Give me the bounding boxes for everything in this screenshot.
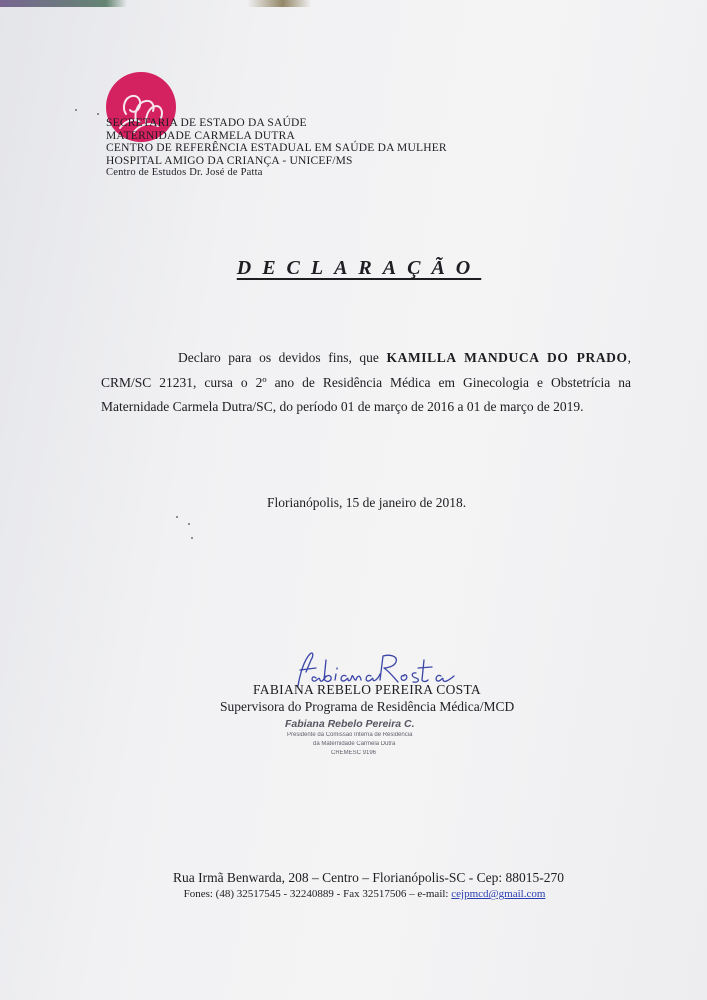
letterhead-line: HOSPITAL AMIGO DA CRIANÇA - UNICEF/MS <box>106 154 353 167</box>
stamp-name: Fabiana Rebelo Pereira C. <box>285 718 415 730</box>
paper-speck <box>75 109 77 111</box>
signatory-role: Supervisora do Programa de Residência Médica/MCD <box>220 699 515 714</box>
letterhead-line: MATERNIDADE CARMELA DUTRA <box>106 129 295 142</box>
paper-speck <box>191 537 193 539</box>
paper-speck <box>188 523 190 525</box>
background-fabric-edge <box>0 0 707 7</box>
declaration-body <box>101 346 631 420</box>
official-stamp <box>285 718 415 758</box>
footer <box>0 870 707 900</box>
body-line: Declaro para os devidos fins, que KAMILLA MANDUCA DO PRADO, <box>178 350 632 365</box>
letterhead-line: Centro de Estudos Dr. José de Patta <box>106 167 263 179</box>
footer-address: Rua Irmã Benwarda, 208 – Centro – Florianópolis-SC - Cep: 88015-270 <box>172 870 565 885</box>
letterhead-line: CENTRO DE REFERÊNCIA ESTADUAL EM SAÚDE DA MULHER <box>106 142 447 155</box>
signatory-name: FABIANA REBELO PEREIRA COSTA <box>253 682 481 697</box>
document-title: DECLARAÇÃO <box>236 257 482 279</box>
footer-contacts: Fones: (48) 32517545 - 32240889 - Fax 32517506 – e-mail: cejpmcd@gmail.com <box>183 888 546 900</box>
paper-speck <box>176 516 178 518</box>
place-and-date: Florianópolis, 15 de janeiro de 2018. <box>267 495 467 510</box>
stamp-line: da Maternidade Carmela Dutra <box>313 741 396 747</box>
resident-name: KAMILLA MANDUCA DO PRADO <box>386 350 628 365</box>
body-line: CRM/SC 21231, cursa o 2º ano de Residência Médica em Ginecologia e Obstetrícia na <box>101 374 631 390</box>
body-line: Maternidade Carmela Dutra/SC, do período 01 de março de 2016 a 01 de março de 2019. <box>101 399 584 414</box>
letterhead-line: SECRETARIA DE ESTADO DA SAÚDE <box>106 117 307 129</box>
email-link[interactable]: cejpmcd@gmail.com <box>451 888 546 900</box>
stamp-line: Presidente da Comissão Interna de Residência <box>287 732 413 738</box>
letterhead <box>106 117 447 180</box>
stamp-line: CREMESC 9196 <box>331 750 377 756</box>
paper-speck <box>97 113 99 115</box>
